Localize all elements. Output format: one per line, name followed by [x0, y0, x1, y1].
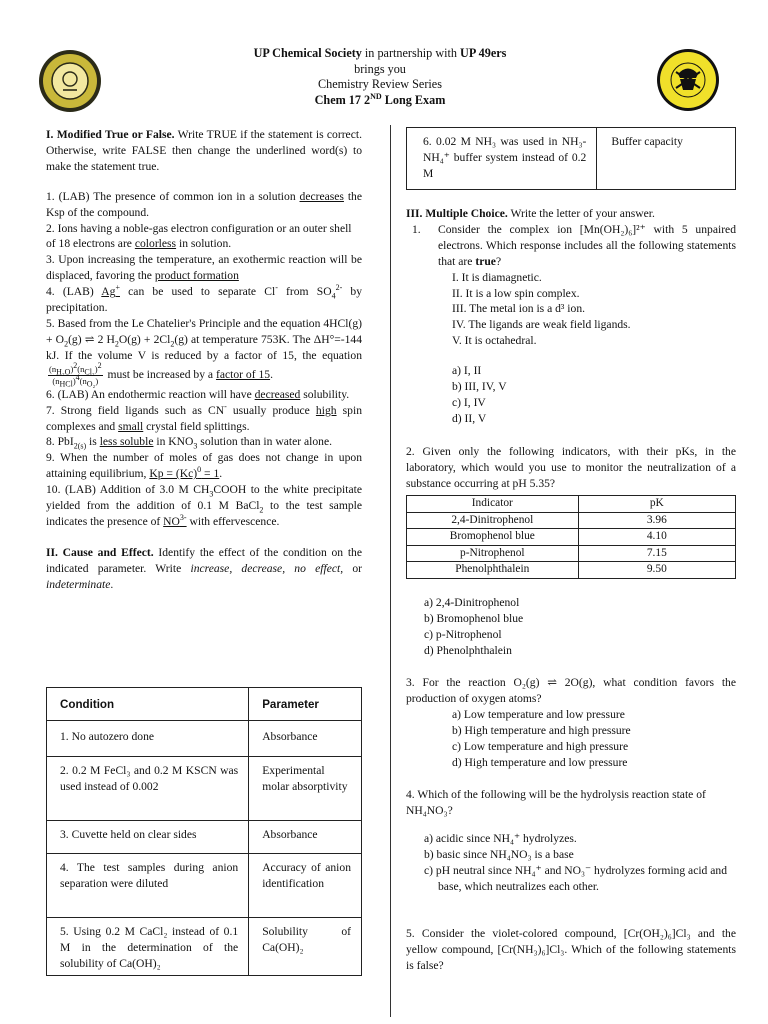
- q2-choice-b: b) Bromophenol blue: [424, 611, 524, 625]
- q2-choices: [424, 595, 724, 659]
- ce-parameter: Accuracy of anion identification: [249, 854, 362, 918]
- ce-condition: 6. 0.02 M NH₃ was used in NH₃-NH₄⁺ buffer system instead of 0.2 M: [407, 128, 597, 190]
- indicator-name: 2,4-Dinitrophenol: [407, 512, 579, 529]
- q1-statement: I. It is diamagnetic.: [452, 270, 542, 284]
- tf-item-5: 5. Based from the Le Chatelier's Principle and the equation $4HCl(g) + O_2(g)$ ⇌ 2 $H_2O(g) + 2Cl_2(g)$ at temperature 753K. The ΔH°=-144 kJ. If the volume V is reduced by a factor of 15, the equation $(n_{H_2O})^2(n_{Cl_2})^2$ $(n_{HCl})^4(n_{O_2})$ must be increased by a factor of 15.: [46, 316, 363, 389]
- ce-condition: 2. 0.2 M FeCl₃ and 0.2 M KSCN was used instead of 0.002: [47, 757, 249, 821]
- q3-stem: 3. For the reaction O₂(g) ⇌ 2O(g), what condition favors the production of oxygen atoms?: [406, 676, 736, 705]
- q1-choice-b: b) III, IV, V: [452, 380, 507, 394]
- header-line-2: brings you: [354, 61, 406, 76]
- indicator-name: p-Nitrophenol: [407, 545, 579, 562]
- tf-item-3: 3. Upon increasing the temperature, an exothermic reaction will be displaced, favoring the product formation: [46, 253, 362, 283]
- ce-parameter: Experimental molar absorptivity: [249, 757, 362, 821]
- part2-title: II. Cause and Effect.: [46, 545, 154, 559]
- header-line-3: Chemistry Review Series: [318, 77, 442, 91]
- q1-choice-c: c) I, IV: [452, 395, 486, 409]
- exam-title: Chem 17 2ND Long Exam: [314, 91, 446, 107]
- question-4: [406, 787, 736, 894]
- society-name: UP Chemical Society: [253, 46, 362, 60]
- part1-instructions-text: Write TRUE if the statement is correct. Otherwise, write FALSE then change the underlined word(s) to make the statement true.: [46, 128, 362, 173]
- partner-name: UP 49ers: [460, 46, 507, 60]
- part1-title: I. Modified True or False.: [46, 128, 175, 141]
- indicator-table: [406, 495, 736, 579]
- q4-choice-b: b) basic since NH₄NO₃ is a base: [424, 847, 574, 861]
- part3-instructions: III. Multiple Choice. Write the letter of your answer.: [406, 207, 655, 220]
- cause-effect-table-continued: [406, 127, 736, 190]
- q3-choice-d: d) High temperature and low pressure: [452, 755, 628, 769]
- q4-choice-a: a) acidic since NH₄⁺ hydrolyzes.: [424, 831, 577, 845]
- q1-statement: V. It is octahedral.: [452, 334, 537, 348]
- q1-statement: III. The metal ion is a d³ ion.: [452, 302, 586, 316]
- left-column: [46, 127, 362, 593]
- indicator-pk: 3.96: [578, 512, 735, 529]
- ce-condition: 4. The test samples during anion separation were diluted: [47, 854, 249, 918]
- q2-choice-d: d) Phenolphthalein: [424, 643, 512, 657]
- part1-instructions: [46, 127, 362, 175]
- q2-choice-c: c) p-Nitrophenol: [424, 627, 502, 641]
- tf-item-6: 6. (LAB) An endothermic reaction will have decreased solubility.: [46, 387, 350, 401]
- ce-condition: 5. Using 0.2 M CaCl₂ instead of 0.1 M in the determination of the solubility of Ca(OH)₂: [47, 918, 249, 976]
- question-1: 1. Consider the complex ion [Mn(OH₂)₆]²⁺ with 5 unpaired electrons. Which response includes all the following statements that are true?: [412, 222, 736, 268]
- ce-parameter: Absorbance: [249, 721, 362, 757]
- q1-statements: [406, 270, 736, 427]
- col-header-condition: Condition: [47, 688, 249, 721]
- part3-title: III. Multiple Choice.: [406, 207, 508, 220]
- col-header-indicator: Indicator: [407, 496, 579, 513]
- q1-statement: II. It is a low spin complex.: [452, 286, 580, 300]
- tf-item-2: 2. Ions having a noble-gas electron configuration or an outer shell of 18 electrons are colorless in solution.: [46, 221, 352, 251]
- q3-choice-a: a) Low temperature and low pressure: [452, 707, 625, 721]
- part2-instructions: II. Cause and Effect. Identify the effect of the condition on the indicated parameter. Write increase, decrease, no effect, or indeterminate.: [46, 545, 363, 591]
- tf-item-10: 10. (LAB) Addition of 3.0 M $CH_3COOH$ to the white precipitate yielded from the addition of 0.1 M BaCl$_2$ to the test sample indicates the presence of $NO^{3-}$ with effervescence.: [46, 483, 363, 528]
- up-49ers-logo: [656, 48, 720, 112]
- q1-choice-a: a) I, II: [452, 364, 482, 378]
- q3-choice-c: c) Low temperature and high pressure: [452, 739, 629, 753]
- ce-condition: 1. No autozero done: [47, 721, 249, 757]
- tf-item-7: 7. Strong field ligands such as CN- usually produce high spin complexes and small crystal field splittings.: [46, 401, 362, 433]
- cause-effect-table: [46, 687, 362, 976]
- ce-parameter: Solubility of Ca(OH)₂: [249, 918, 362, 976]
- page-header: [150, 46, 610, 108]
- question-5: [406, 926, 736, 974]
- question-2: 2. Given only the following indicators, with their pKs, in the laboratory, which would you use to monitor the neutralization of a substance occurring at pH 5.35?: [406, 444, 736, 490]
- question-3: [406, 675, 736, 770]
- col-header-parameter: Parameter: [249, 688, 362, 721]
- q3-choice-b: b) High temperature and high pressure: [452, 723, 631, 737]
- right-column: [406, 206, 736, 492]
- indicator-name: Phenolphthalein: [407, 562, 579, 579]
- q1-statement: IV. The ligands are weak field ligands.: [452, 318, 631, 332]
- q5-stem: 5. Consider the violet-colored compound, [Cr(OH₂)₆]Cl₃ and the yellow compound, [Cr(NH₃)₆]Cl₃. Which of the following statements is false?: [406, 927, 736, 972]
- ce-parameter: Buffer capacity: [597, 128, 736, 190]
- indicator-pk: 4.10: [578, 529, 735, 546]
- q4-stem: 4. Which of the following will be the hydrolysis reaction state of NH₄NO₃?: [406, 788, 706, 817]
- indicator-pk: 7.15: [578, 545, 735, 562]
- col-header-pk: pK: [578, 496, 735, 513]
- up-chemical-society-logo: [38, 49, 102, 113]
- q1-choice-d: d) II, V: [452, 411, 487, 425]
- tf-item-4: 4. (LAB) Ag+ can be used to separate Cl- from $SO_4^{2-}$ by precipitation.: [46, 283, 362, 315]
- tf-item-8: 8. PbI$_{2(s)}$ is less soluble in $KNO_3$ solution than in water alone.: [46, 435, 332, 451]
- q2-choice-a: a) 2,4-Dinitrophenol: [424, 596, 520, 609]
- column-divider: [390, 125, 391, 1017]
- partnership-text: in partnership with: [364, 46, 457, 60]
- tf-item-9: 9. When the number of moles of gas does not change in upon attaining equilibrium, $Kp = (Kc)^0 = 1$.: [46, 451, 362, 481]
- indicator-name: Bromophenol blue: [407, 529, 579, 546]
- ce-condition: 3. Cuvette held on clear sides: [47, 821, 249, 854]
- q4-choice-c: c) pH neutral since NH₄⁺ and NO₃⁻ hydrolyzes forming acid and base, which neutralizes each other.: [424, 863, 727, 893]
- tf-item-1: 1. (LAB) The presence of common ion in a solution decreases the Ksp of the compound.: [46, 189, 362, 219]
- indicator-pk: 9.50: [578, 562, 735, 579]
- ce-parameter: Absorbance: [249, 821, 362, 854]
